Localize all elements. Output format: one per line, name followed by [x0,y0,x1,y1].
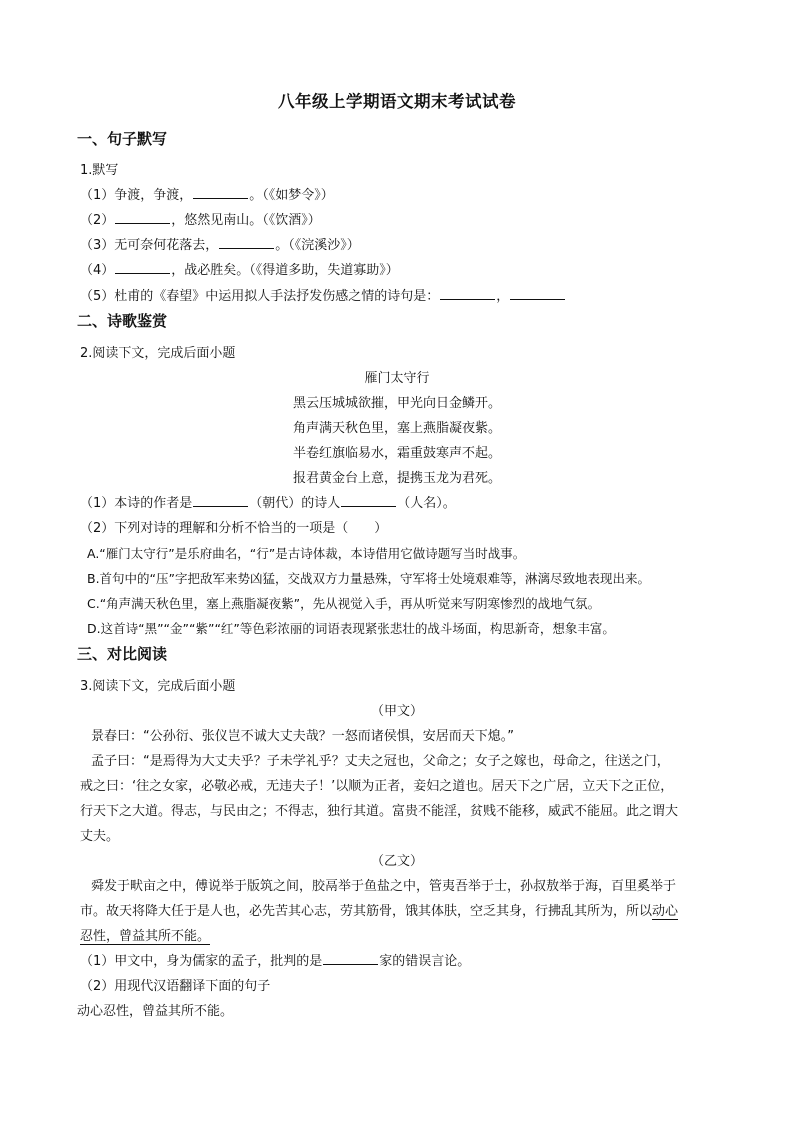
passage-text: 市。故天将降大任于是人也，必先苦其心志，劳其筋骨，饿其体肤，空乏其身，行拂乱其所为，所以 [80,904,653,919]
poem-title: 雁门太守行 [364,371,430,386]
option-c[interactable]: C.“角声满天秋色里，塞上燕脂凝夜紫”，先从视觉入手，再从听觉来写阴寒惨烈的战地气氛。 [87,596,601,611]
answer-blank[interactable] [193,495,248,507]
question-label-3: 3.阅读下文，完成后面小题 [80,679,236,694]
subquestion-1 [80,495,456,513]
dictation-text: （3）无可奈何花落去， [80,238,219,253]
poem-line: 黑云压城城欲摧，甲光向日金鳞开。 [292,396,501,411]
passage-yi-title: （乙文） [370,854,423,869]
underlined-text: 忍性，曾益其所不能。 [80,929,211,944]
subquestion-text: （人名）。 [397,496,456,511]
subquestion-2: （2）用现代汉语翻译下面的句子 [80,979,271,994]
dictation-text: （4） [80,263,115,278]
answer-blank[interactable] [115,212,170,224]
subquestion-text: 家的错误言论。 [379,954,471,969]
dictation-line-4 [80,262,399,280]
option-b[interactable]: B.首句中的“压”字把敌军来势凶猛，交战双方力量悬殊，守军将士处境艰难等，淋漓尽致地表现出来。 [87,571,651,586]
subquestion-text: （1）甲文中，身为儒家的孟子，批判的是 [80,954,323,969]
section-heading-2: 二、诗歌鉴赏 [77,312,168,330]
passage-line: 孟子曰：“是焉得为大丈夫乎？子未学礼乎？丈夫之冠也，父命之；女子之嫁也，母命之，往送之门， [91,754,670,769]
dictation-text: 。（《如梦令》） [249,188,334,203]
option-a[interactable]: A.“雁门太守行”是乐府曲名，“行”是古诗体裁，本诗借用它做诗题写当时战事。 [87,546,526,561]
question-label-1: 1.默写 [80,163,119,178]
translate-sentence: 动心忍性，曾益其所不能。 [77,1004,234,1019]
answer-blank[interactable] [219,237,274,249]
passage-line [80,928,210,946]
poem-line: 报君黄金台上意，提携玉龙为君死。 [292,471,501,486]
page-title: 八年级上学期语文期末考试试卷 [278,92,516,111]
question-label-2: 2.阅读下文，完成后面小题 [80,346,236,361]
passage-line [80,903,678,921]
dictation-line-3 [80,237,360,255]
passage-line: 戒之曰：‘往之女家，必敬必戒，无违夫子！’以顺为正者，妾妇之道也。居天下之广居，立天下之正位， [80,779,674,794]
passage-jia-title: （甲文） [370,704,423,719]
dictation-line-2 [80,212,321,230]
dictation-text: （5）杜甫的《春望》中运用拟人手法抒发伤感之情的诗句是： [80,289,440,304]
subquestion-text: （朝代）的诗人 [249,496,341,511]
subquestion-text: （1）本诗的作者是 [80,496,193,511]
dictation-line-5 [80,288,566,306]
option-d[interactable]: D.这首诗“黑”“金”“紫”“红”等色彩浓丽的词语表现紧张悲壮的战斗场面，构思新奇，想象丰富。 [87,621,615,636]
answer-blank[interactable] [323,953,378,965]
subquestion-2: （2）下列对诗的理解和分析不恰当的一项是（ ） [80,521,388,536]
passage-line: 景春曰：“公孙衍、张仪岂不诚大丈夫哉？一怒而诸侯惧，安居而天下熄。” [91,729,514,744]
answer-blank[interactable] [341,495,396,507]
passage-line: 舜发于畎亩之中，傅说举于版筑之间，胶鬲举于鱼盐之中，管夷吾举于士，孙叔敖举于海，百里奚举于 [91,879,677,894]
dictation-text: ，悠然见南山。（《饮酒》） [171,213,321,228]
subquestion-1 [80,953,470,971]
dictation-text: 。（《浣溪沙》） [275,238,360,253]
dictation-text: （1）争渡，争渡， [80,188,193,203]
section-heading-3: 三、对比阅读 [77,645,168,663]
answer-blank[interactable] [440,288,495,300]
answer-blank[interactable] [510,288,565,300]
dictation-text: ，战必胜矣。（《得道多助，失道寡助》） [171,263,399,278]
poem-line: 半卷红旗临易水，霜重鼓寒声不起。 [292,446,501,461]
passage-line: 行天下之大道。得志，与民由之；不得志，独行其道。富贵不能淫，贫贱不能移，威武不能屈。此之谓大 [80,804,679,819]
section-heading-1: 一、句子默写 [77,130,168,148]
dictation-text: （2） [80,213,115,228]
passage-line: 丈夫。 [80,829,120,844]
answer-blank[interactable] [115,262,170,274]
poem-line: 角声满天秋色里，塞上燕脂凝夜紫。 [292,421,501,436]
dictation-text: ， [496,289,510,304]
underlined-text: 动心 [652,904,679,919]
answer-blank[interactable] [193,187,248,199]
dictation-line-1 [80,187,334,205]
